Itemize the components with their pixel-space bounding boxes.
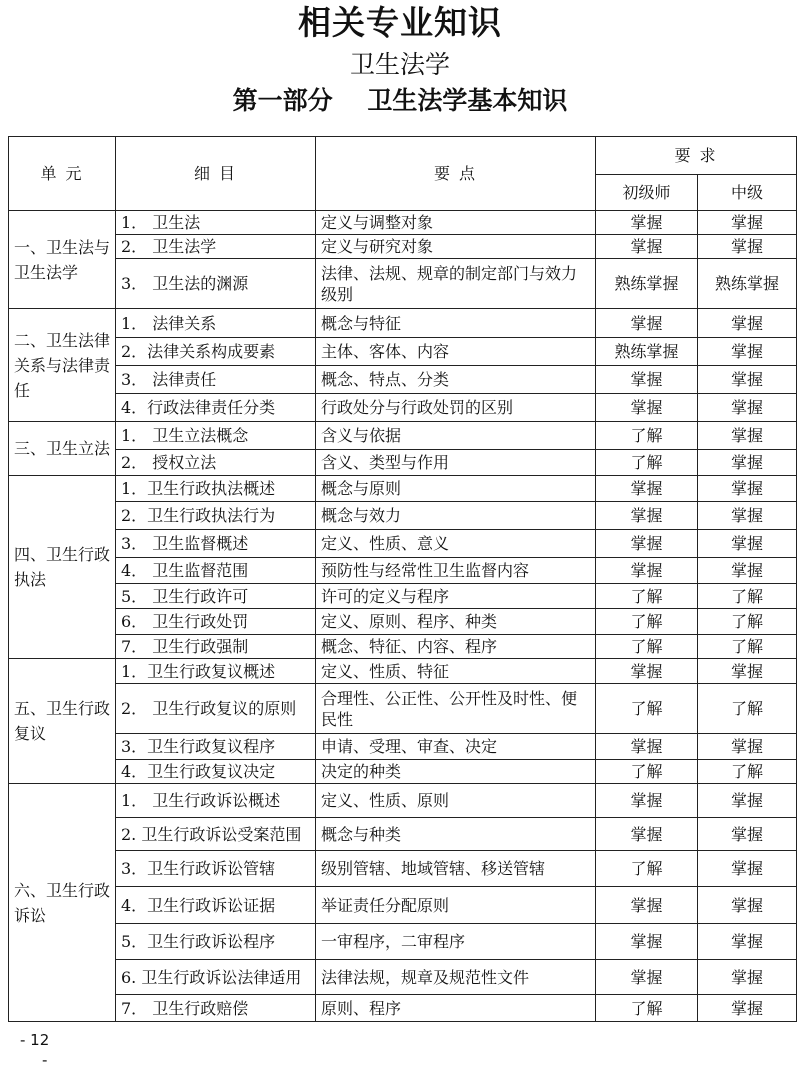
page-title: 相关专业知识: [298, 3, 502, 42]
intermediate-level-cell: 掌握: [698, 476, 797, 502]
unit-cell: 二、卫生法律关系与法律责任: [9, 309, 116, 422]
junior-level-cell: 掌握: [596, 818, 698, 851]
table-row: [9, 338, 797, 366]
point-cell: 含义与依据: [316, 422, 596, 450]
intermediate-level-cell: 掌握: [698, 530, 797, 558]
point-cell: 合理性、公正性、公开性及时性、便民性: [316, 684, 596, 734]
item-cell: 1． 卫生法: [116, 211, 316, 235]
item-cell: 4．行政法律责任分类: [116, 394, 316, 422]
item-cell: 7． 卫生行政强制: [116, 635, 316, 659]
table-row: [9, 960, 797, 995]
item-cell: 1．卫生行政执法概述: [116, 476, 316, 502]
intermediate-level-cell: 掌握: [698, 995, 797, 1022]
item-cell: 3．卫生行政复议程序: [116, 734, 316, 760]
table-row: [9, 394, 797, 422]
intermediate-level-cell: 掌握: [698, 366, 797, 394]
junior-level-cell: 掌握: [596, 924, 698, 960]
header-point: 要 点: [316, 137, 596, 211]
item-cell: 6. 卫生行政诉讼法律适用: [116, 960, 316, 995]
item-cell: 4．卫生行政诉讼证据: [116, 887, 316, 924]
table-row: [9, 366, 797, 394]
point-cell: 申请、受理、审查、决定: [316, 734, 596, 760]
section-title: 第一部分 卫生法学基本知识: [232, 86, 568, 115]
junior-level-cell: 掌握: [596, 235, 698, 259]
junior-level-cell: 掌握: [596, 784, 698, 818]
junior-level-cell: 了解: [596, 635, 698, 659]
intermediate-level-cell: 掌握: [698, 818, 797, 851]
table-row: [9, 502, 797, 530]
intermediate-level-cell: 掌握: [698, 309, 797, 338]
item-cell: 2．法律关系构成要素: [116, 338, 316, 366]
point-cell: 概念与种类: [316, 818, 596, 851]
item-cell: 6． 卫生行政处罚: [116, 609, 316, 635]
intermediate-level-cell: 掌握: [698, 211, 797, 235]
point-cell: 定义、性质、意义: [316, 530, 596, 558]
table-row: [9, 734, 797, 760]
item-cell: 1． 卫生立法概念: [116, 422, 316, 450]
point-cell: 概念、特点、分类: [316, 366, 596, 394]
junior-level-cell: 了解: [596, 684, 698, 734]
table-row: [9, 659, 797, 684]
intermediate-level-cell: 了解: [698, 684, 797, 734]
item-cell: 5． 卫生行政许可: [116, 584, 316, 609]
header-intermediate: 中级: [698, 175, 797, 211]
table-row: [9, 235, 797, 259]
point-cell: 概念与特征: [316, 309, 596, 338]
point-cell: 行政处分与行政处罚的区别: [316, 394, 596, 422]
intermediate-level-cell: 掌握: [698, 338, 797, 366]
intermediate-level-cell: 掌握: [698, 659, 797, 684]
table-row: [9, 760, 797, 784]
table-row: [9, 851, 797, 887]
junior-level-cell: 掌握: [596, 960, 698, 995]
intermediate-level-cell: 熟练掌握: [698, 259, 797, 309]
table-row: [9, 450, 797, 476]
table-row: [9, 635, 797, 659]
table-row: [9, 784, 797, 818]
junior-level-cell: 掌握: [596, 366, 698, 394]
point-cell: 定义与研究对象: [316, 235, 596, 259]
table-row: [9, 259, 797, 309]
junior-level-cell: 掌握: [596, 502, 698, 530]
point-cell: 决定的种类: [316, 760, 596, 784]
point-cell: 级别管辖、地域管辖、移送管辖: [316, 851, 596, 887]
table-row: [9, 309, 797, 338]
junior-level-cell: 熟练掌握: [596, 259, 698, 309]
junior-level-cell: 掌握: [596, 394, 698, 422]
table-body: [9, 211, 797, 1022]
junior-level-cell: 掌握: [596, 659, 698, 684]
table-row: [9, 924, 797, 960]
unit-cell: 一、卫生法与卫生法学: [9, 211, 116, 309]
point-cell: 概念、特征、内容、程序: [316, 635, 596, 659]
intermediate-level-cell: 掌握: [698, 851, 797, 887]
table-header: [9, 137, 797, 211]
point-cell: 原则、程序: [316, 995, 596, 1022]
point-cell: 主体、客体、内容: [316, 338, 596, 366]
header-requirement: 要 求: [596, 137, 797, 175]
intermediate-level-cell: 掌握: [698, 235, 797, 259]
unit-cell: 六、卫生行政诉讼: [9, 784, 116, 1022]
item-cell: 1．卫生行政复议概述: [116, 659, 316, 684]
point-cell: 法律法规，规章及规范性文件: [316, 960, 596, 995]
point-cell: 定义、性质、原则: [316, 784, 596, 818]
item-cell: 1． 法律关系: [116, 309, 316, 338]
point-cell: 预防性与经常性卫生监督内容: [316, 558, 596, 584]
item-cell: 2． 授权立法: [116, 450, 316, 476]
intermediate-level-cell: 掌握: [698, 502, 797, 530]
unit-cell: 三、卫生立法: [9, 422, 116, 476]
junior-level-cell: 熟练掌握: [596, 338, 698, 366]
item-cell: 4．卫生行政复议决定: [116, 760, 316, 784]
intermediate-level-cell: 掌握: [698, 924, 797, 960]
item-cell: 2． 卫生行政复议的原则: [116, 684, 316, 734]
junior-level-cell: 掌握: [596, 211, 698, 235]
table-row: [9, 609, 797, 635]
item-cell: 1． 卫生行政诉讼概述: [116, 784, 316, 818]
junior-level-cell: 掌握: [596, 734, 698, 760]
table-row: [9, 476, 797, 502]
point-cell: 定义与调整对象: [316, 211, 596, 235]
knowledge-table: [8, 136, 797, 1022]
intermediate-level-cell: 了解: [698, 584, 797, 609]
table-row: [9, 995, 797, 1022]
point-cell: 法律、法规、规章的制定部门与效力级别: [316, 259, 596, 309]
point-cell: 含义、类型与作用: [316, 450, 596, 476]
table-row: [9, 530, 797, 558]
page-number-dash: -: [42, 1051, 48, 1069]
intermediate-level-cell: 掌握: [698, 450, 797, 476]
item-cell: 2. 卫生行政诉讼受案范围: [116, 818, 316, 851]
junior-level-cell: 了解: [596, 995, 698, 1022]
point-cell: 许可的定义与程序: [316, 584, 596, 609]
junior-level-cell: 了解: [596, 584, 698, 609]
junior-level-cell: 了解: [596, 609, 698, 635]
page-number: - 12: [20, 1031, 50, 1049]
item-cell: 7． 卫生行政赔偿: [116, 995, 316, 1022]
junior-level-cell: 掌握: [596, 309, 698, 338]
junior-level-cell: 了解: [596, 760, 698, 784]
header-unit: 单 元: [9, 137, 116, 211]
item-cell: 3． 法律责任: [116, 366, 316, 394]
junior-level-cell: 掌握: [596, 887, 698, 924]
intermediate-level-cell: 掌握: [698, 734, 797, 760]
table-row: [9, 684, 797, 734]
header-junior: 初级师: [596, 175, 698, 211]
table-row: [9, 887, 797, 924]
intermediate-level-cell: 了解: [698, 760, 797, 784]
table-row: [9, 422, 797, 450]
junior-level-cell: 了解: [596, 450, 698, 476]
intermediate-level-cell: 掌握: [698, 422, 797, 450]
item-cell: 2．卫生行政执法行为: [116, 502, 316, 530]
item-cell: 5．卫生行政诉讼程序: [116, 924, 316, 960]
point-cell: 概念与原则: [316, 476, 596, 502]
point-cell: 概念与效力: [316, 502, 596, 530]
unit-cell: 五、卫生行政复议: [9, 659, 116, 784]
intermediate-level-cell: 了解: [698, 609, 797, 635]
item-cell: 4． 卫生监督范围: [116, 558, 316, 584]
intermediate-level-cell: 掌握: [698, 784, 797, 818]
item-cell: 3．卫生行政诉讼管辖: [116, 851, 316, 887]
table-row: [9, 558, 797, 584]
intermediate-level-cell: 掌握: [698, 558, 797, 584]
page-subtitle: 卫生法学: [349, 50, 450, 79]
point-cell: 举证责任分配原则: [316, 887, 596, 924]
junior-level-cell: 了解: [596, 422, 698, 450]
unit-cell: 四、卫生行政执法: [9, 476, 116, 659]
intermediate-level-cell: 掌握: [698, 887, 797, 924]
point-cell: 一审程序，二审程序: [316, 924, 596, 960]
table-row: [9, 584, 797, 609]
junior-level-cell: 了解: [596, 851, 698, 887]
point-cell: 定义、性质、特征: [316, 659, 596, 684]
item-cell: 3． 卫生法的渊源: [116, 259, 316, 309]
junior-level-cell: 掌握: [596, 558, 698, 584]
item-cell: 2． 卫生法学: [116, 235, 316, 259]
junior-level-cell: 掌握: [596, 476, 698, 502]
point-cell: 定义、原则、程序、种类: [316, 609, 596, 635]
table-row: [9, 211, 797, 235]
intermediate-level-cell: 了解: [698, 635, 797, 659]
intermediate-level-cell: 掌握: [698, 960, 797, 995]
item-cell: 3． 卫生监督概述: [116, 530, 316, 558]
intermediate-level-cell: 掌握: [698, 394, 797, 422]
table-row: [9, 818, 797, 851]
header-item: 细 目: [116, 137, 316, 211]
junior-level-cell: 掌握: [596, 530, 698, 558]
